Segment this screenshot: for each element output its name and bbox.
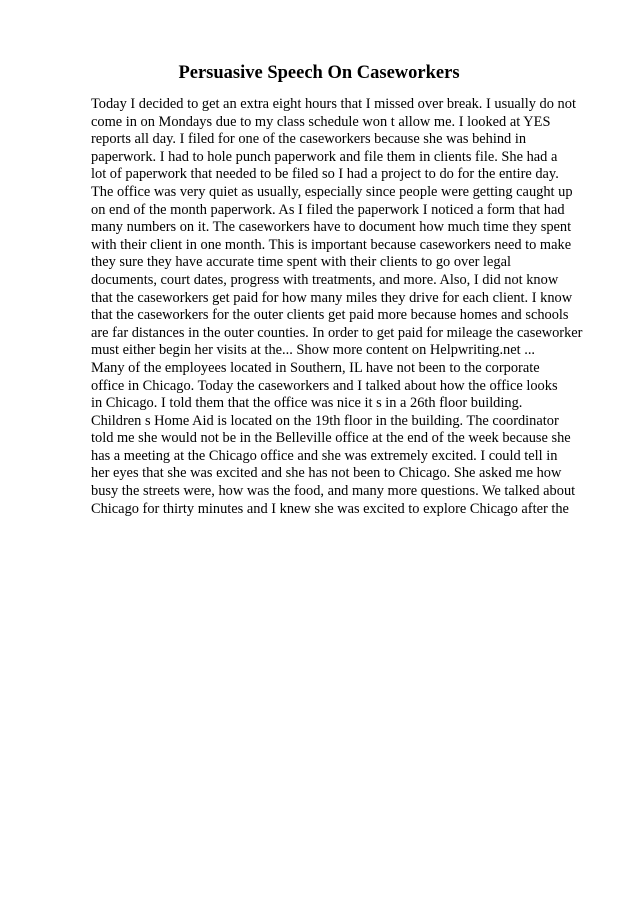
body-line: documents, court dates, progress with treatments, and more. Also, I did not know [91, 271, 559, 288]
body-line: office in Chicago. Today the caseworkers and I talked about how the office looks [91, 377, 558, 394]
body-line: must either begin her visits at the... Show more content on Helpwriting.net ... [91, 342, 536, 359]
body-line: has a meeting at the Chicago office and she was extremely excited. I could tell in [91, 447, 558, 464]
body-line: The office was very quiet as usually, especially since people were getting caught up [91, 183, 573, 200]
body-line: lot of paperwork that needed to be filed so I had a project to do for the entire day. [91, 166, 559, 183]
body-line: Chicago for thirty minutes and I knew she was excited to explore Chicago after the [91, 500, 569, 517]
body-line: Many of the employees located in Southern, IL have not been to the corporate [91, 359, 540, 376]
body-line: with their client in one month. This is important because caseworkers need to make [91, 236, 572, 253]
body-line: on end of the month paperwork. As I filed the paperwork I noticed a form that had [91, 201, 565, 218]
body-line: busy the streets were, how was the food, and many more questions. We talked about [91, 483, 576, 500]
body-line: her eyes that she was excited and she has not been to Chicago. She asked me how [91, 465, 562, 482]
body-line: that the caseworkers for the outer clients get paid more because homes and schools [91, 307, 569, 324]
body-line: Today I decided to get an extra eight hours that I missed over break. I usually do not [91, 96, 576, 112]
body-line: told me she would not be in the Belleville office at the end of the week because she [91, 430, 571, 447]
body-line: reports all day. I filed for one of the caseworkers because she was behind in [91, 131, 527, 148]
body-line: they sure they have accurate time spent with their clients to go over legal [91, 254, 511, 271]
document-body [91, 96, 611, 518]
document-title: Persuasive Speech On Caseworkers [178, 63, 460, 83]
body-line: in Chicago. I told them that the office was nice it s in a 26th floor building. [91, 395, 523, 412]
body-line: come in on Mondays due to my class schedule won t allow me. I looked at YES [91, 113, 551, 130]
body-line: many numbers on it. The caseworkers have to document how much time they spent [91, 219, 572, 236]
body-line: are far distances in the outer counties. In order to get paid for mileage the caseworker [91, 324, 583, 341]
body-line: Children s Home Aid is located on the 19th floor in the building. The coordinator [91, 412, 559, 429]
body-line: that the caseworkers get paid for how many miles they drive for each client. I know [91, 289, 573, 306]
body-line: paperwork. I had to hole punch paperwork and file them in clients file. She had a [91, 148, 558, 165]
